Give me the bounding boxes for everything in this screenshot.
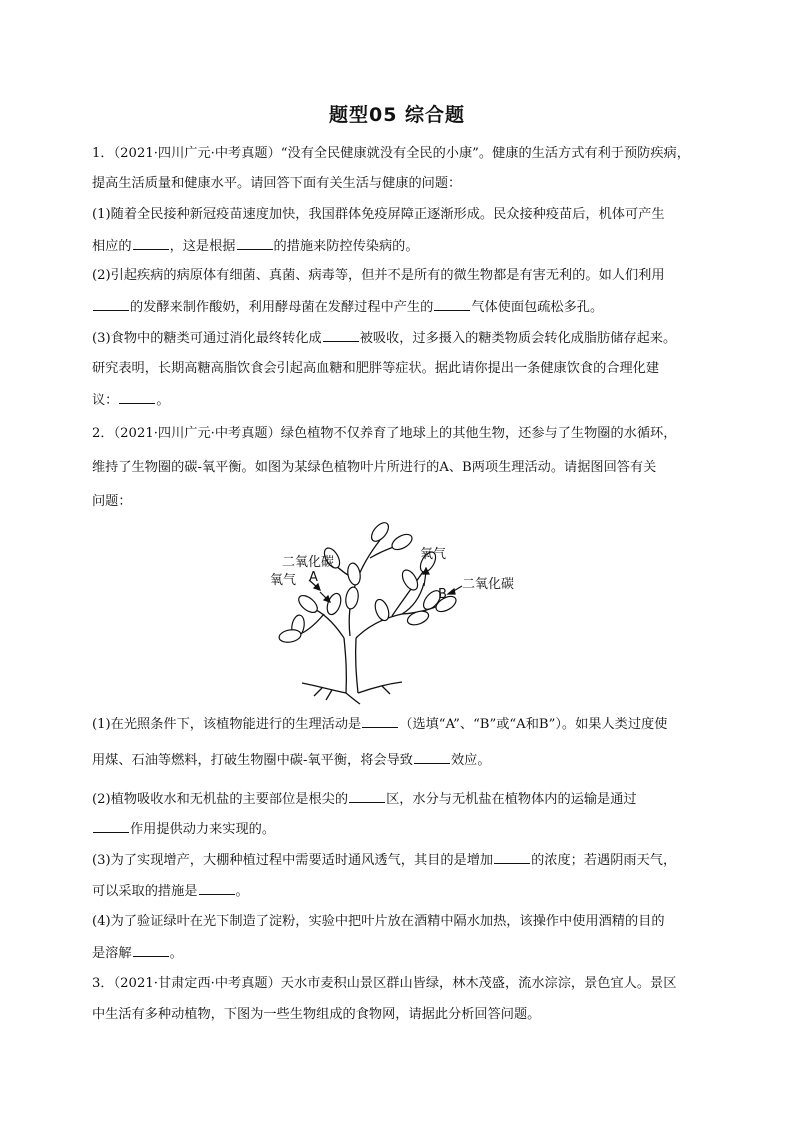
- q1-line-7: (3)食物中的糖类可通过消化最终转化成 被吸收，过多摄入的糖类物质会转化成脂肪储存起来。: [92, 328, 712, 349]
- label-o2-right: 氧气: [420, 547, 447, 562]
- q3-line-2: 中生活有多种动植物，下图为一些生物组成的食物网，请据此分析回答问题。: [92, 1007, 541, 1022]
- q2-line-8: (3)为了实现增产，大棚种植过程中需要适时通风透气，其目的是增加 的浓度；若遇阴雨天气，: [92, 850, 712, 871]
- answer-blank: [237, 236, 273, 250]
- answer-blank: [349, 789, 385, 803]
- answer-blank: [93, 819, 129, 833]
- label-co2-left: 二氧化碳: [282, 555, 335, 570]
- q1-line-9: 议： 。: [92, 390, 712, 411]
- q1-line-6: 的发酵来制作酸奶，利用酵母菌在发酵过程中产生的 气体使面包疏松多孔。: [92, 297, 712, 318]
- answer-blank: [323, 328, 359, 342]
- q2-line-5: 用煤、石油等燃料，打破生物圈中碳-氧平衡，将会导致 效应。: [92, 750, 712, 771]
- q2-line-11: 是溶解 。: [92, 943, 712, 964]
- q3-line-1: 3．（2021·甘肃定西·中考真题）天水市麦积山景区群山皆绿，林木茂盛，流水淙淙，景色宜人。景区: [92, 976, 677, 991]
- q1-line-2: 提高生活质量和健康水平。请回答下面有关生活与健康的问题：: [92, 176, 462, 191]
- q1-line-3: (1)随着全民接种新冠疫苗速度加快，我国群体免疫屏障正逐渐形成。民众接种疫苗后，机体可产生: [92, 207, 665, 222]
- q2-line-7: 作用提供动力来实现的。: [92, 819, 712, 840]
- plant-diagram: [262, 518, 532, 706]
- q2-line-2: 维持了生物圈的碳-氧平衡。如图为某绿色植物叶片所进行的A、B两项生理活动。请据图回答有关: [92, 460, 657, 475]
- answer-blank: [119, 390, 155, 404]
- page-title: 题型05 综合题: [328, 104, 466, 126]
- q1-line-5: (2)引起疾病的病原体有细菌、真菌、病毒等，但并不是所有的微生物都是有害无利的。如人们利用: [92, 268, 665, 283]
- label-co2-right: 二氧化碳: [462, 577, 515, 592]
- answer-blank: [199, 881, 235, 895]
- q2-line-6: (2)植物吸收水和无机盐的主要部位是根尖的 区，水分与无机盐在植物体内的运输是通过: [92, 789, 712, 810]
- q2-line-3: 问题：: [92, 494, 132, 509]
- answer-blank: [494, 850, 530, 864]
- q2-line-9: 可以采取的措施是 。: [92, 881, 712, 902]
- answer-blank: [434, 297, 470, 311]
- label-o2-left: 氧气: [270, 573, 297, 588]
- q2-line-1: 2．（2021·四川广元·中考真题）绿色植物不仅养育了地球上的其他生物，还参与了生物圈的水循环，: [92, 426, 677, 441]
- label-b: B: [438, 587, 447, 602]
- q2-line-4: (1)在光照条件下，该植物能进行的生理活动是 （选填“A”、“B”或“A和B”）。如果人类过度使: [92, 714, 712, 735]
- q1-line-8: 研究表明，长期高糖高脂饮食会引起高血糖和肥胖等症状。据此请你提出一条健康饮食的合理化建: [92, 361, 660, 376]
- q1-line-1: 1．（2021·四川广元·中考真题）“没有全民健康就没有全民的小康”。健康的生活方式有利于预防疾病，: [92, 146, 690, 161]
- q1-line-4: 相应的 ，这是根据 的措施来防控传染病的。: [92, 236, 712, 257]
- answer-blank: [133, 236, 169, 250]
- label-a: A: [309, 570, 318, 585]
- q2-line-10: (4)为了验证绿叶在光下制造了淀粉，实验中把叶片放在酒精中隔水加热，该操作中使用酒精的目的: [92, 914, 665, 929]
- answer-blank: [362, 714, 398, 728]
- answer-blank: [133, 943, 169, 957]
- answer-blank: [414, 750, 450, 764]
- answer-blank: [93, 297, 129, 311]
